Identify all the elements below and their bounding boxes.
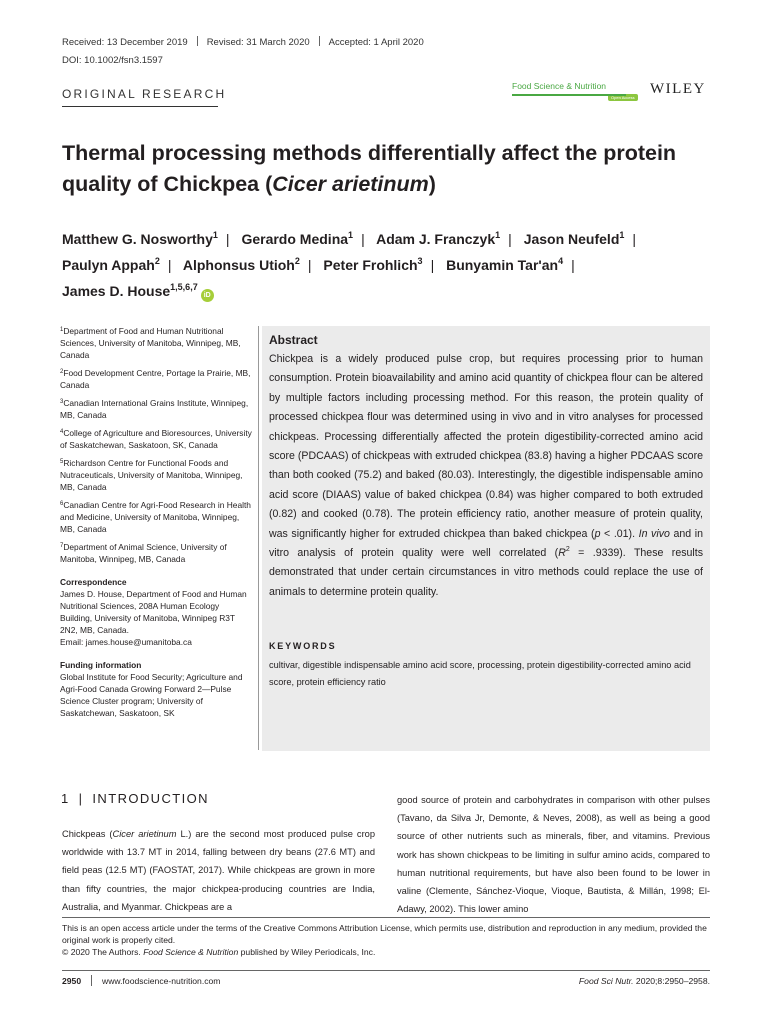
section-label: ORIGINAL RESEARCH	[62, 87, 227, 101]
affiliation: $^1$Department of Food and Human Nutritional Sciences, University of Manitoba, Winnipeg, MB, Canada	[60, 326, 241, 360]
doi[interactable]: DOI: 10.1002/fsn3.1597	[62, 55, 163, 66]
affiliation: $^2$Food Development Centre, Portage la Prairie, MB, Canada	[60, 368, 251, 390]
correspondence-email[interactable]: Email: james.house@umanitoba.ca	[60, 637, 192, 647]
divider	[197, 36, 198, 46]
species-name: Cicer arietinum	[272, 172, 429, 196]
correspondence-text: James D. House, Department of Food and Human Nutritional Sciences, 208A Human Ecology Building, University of Manitoba, Winnipeg R3T 2N2, MB, Canada. Email: james.house@umanitoba.ca	[60, 589, 247, 647]
page-footer-rule	[62, 970, 710, 971]
revised-date: Revised: 31 March 2020	[206, 37, 310, 48]
author-list: Matthew G. Nosworthy$^1$ | Gerardo Medina$^1$ | Adam J. Franczyk$^1$ | Jason Neufeld$^1$ | Paulyn Appah$^2$ | Alphonsus Utioh$^2$ | Peter Frohlich$^3$ | Bunyamin $Tar'an^4$ | James D. House$^{1,5,6,7}$iD	[62, 226, 742, 304]
open-access-badge: Open Access	[608, 94, 638, 101]
accepted-date: Accepted: 1 April 2020	[328, 37, 424, 48]
affiliation: $^4$College of Agriculture and Bioresources, University of Saskatchewan, Saskatoon, SK, Canada	[60, 428, 252, 450]
received-date: Received: 13 December 2019	[62, 37, 188, 48]
orcid-icon[interactable]: iD	[201, 289, 214, 302]
keywords-text: cultivar, digestible indispensable amino acid score, processing, protein digestibility-corrected amino acid score, protein efficiency ratio	[269, 660, 691, 687]
author[interactable]: James D. House$^{1,5,6,7}$	[62, 282, 198, 299]
author[interactable]: Alphonsus Utioh$^2$	[182, 256, 300, 273]
abstract-text: Chickpea is a widely produced pulse crop, but requires processing prior to human consumption. Protein bioavailability and amino acid quantity of chickpea flour can be altered by multiple factors including processing method. For this reason, the protein quality of processed chickpea flour was determined using in vivo and in vitro analyses for processed chickpeas. Processing differentially affected the protein digestibility-corrected amino acid score (PDCAAS) of chickpeas with extruded chickpea (83.8) having a higher PDCAAS score than both cooked (75.2) and baked (80.03). Interestingly, the digestible indispensable amino acid score (DIAAS) value of baked chickpea (0.84) was higher compared to both extruded (0.82) and cooked (0.78). The protein efficiency ratio, another measure of protein quality, was significantly higher for extruded chickpea than baked chickpea (p < .01). In vivo and in vitro analysis of protein quality were well correlated $(R^2 = .9339)$. These results demonstrated that under certain circumstances in vitro methods could replace the use of animals to determine protein quality.	[269, 353, 703, 598]
journal-citation: Food Sci Nutr. 2020;8:2950–2958.	[578, 976, 710, 986]
affiliation: $^7$Department of Animal Science, University of Manitoba, Winnipeg, MB, Canada	[60, 542, 227, 564]
author[interactable]: Peter Frohlich$^3$	[323, 256, 423, 273]
author[interactable]: Paulyn Appah$^2$	[62, 256, 160, 273]
article-dates	[62, 36, 424, 48]
affiliation: $^5$Richardson Centre for Functional Foods and Nutraceuticals, University of Manitoba, Winnipeg, MB, Canada	[60, 458, 243, 492]
page-number: 2950	[62, 976, 82, 986]
correspondence-heading: Correspondence	[60, 577, 127, 587]
funding-text: Global Institute for Food Security; Agriculture and Agri-Food Canada Growing Forward 2—Pulse Science Cluster program; University of Saskatchewan, Saskatoon, SK	[60, 672, 243, 718]
license-notice: This is an open access article under the terms of the Creative Commons Attribution License, which permits use, distribution and reproduction in any medium, provided the original work is properly cited.	[62, 923, 707, 946]
footer-rule	[62, 917, 710, 918]
divider	[91, 975, 92, 986]
affiliations-column	[60, 325, 252, 719]
journal-logo[interactable]	[512, 81, 638, 101]
copyright-notice: © 2020 The Authors. Food Science & Nutrition published by Wiley Periodicals, Inc.	[62, 947, 376, 957]
affiliation: $^6$Canadian Centre for Agri-Food Research in Health and Medicine, University of Manitoba, Winnipeg, MB, Canada	[60, 500, 251, 534]
section-rule	[62, 106, 218, 107]
section-heading-introduction: 1 | INTRODUCTION	[61, 791, 209, 806]
article-title: Thermal processing methods differentially affect the protein quality of Chickpea (Cicer arietinum)	[62, 141, 677, 196]
column-divider	[258, 326, 259, 750]
funding-heading: Funding information	[60, 660, 142, 670]
author[interactable]: Jason Neufeld$^1$	[523, 230, 625, 247]
intro-text-left: Chickpeas (Cicer arietinum L.) are the second most produced pulse crop worldwide with 13.7 MT in 2014, falling between dry beans (27.6 MT) and field peas (12.5 MT) (FAOSTAT, 2017). While chickpeas are grown in more than fifty countries, the major chickpea-producing countries are India, Australia, and Myanmar. Chickpeas are a	[62, 829, 376, 912]
intro-text-right: good source of protein and carbohydrates in comparison with other pulses (Tavano, da Silva Jr, Demonte, & Neves, 2008), as well as being a good source of other nutrients such as minerals, fiber, and vitamins. Previous work has shown chickpeas to be limiting in sulfur amino acids, compared to human nutritional requirements, but have also been found to be lower in valine (Clemente, Sánchez-Vioque, Vioque, Bautista, & Millán, 1998; El-Adawy, 2002). This lower amino	[397, 795, 710, 915]
affiliation: $^3$Canadian International Grains Institute, Winnipeg, MB, Canada	[60, 398, 249, 420]
publisher-logo: WILEY	[650, 81, 706, 97]
abstract-heading: Abstract	[269, 333, 318, 347]
journal-name: Food Science & Nutrition	[512, 81, 607, 91]
author[interactable]: Gerardo Medina$^1$	[241, 230, 354, 247]
journal-website-link[interactable]: www.foodscience-nutrition.com	[102, 976, 221, 986]
keywords-heading: KEYWORDS	[269, 641, 337, 651]
divider	[319, 36, 320, 46]
author[interactable]: Matthew G. Nosworthy$^1$	[62, 230, 218, 247]
author[interactable]: Adam J. Franczyk$^1$	[376, 230, 501, 247]
journal-logo-bar	[512, 94, 626, 96]
author[interactable]: Bunyamin $Tar'an^4$	[446, 256, 564, 273]
